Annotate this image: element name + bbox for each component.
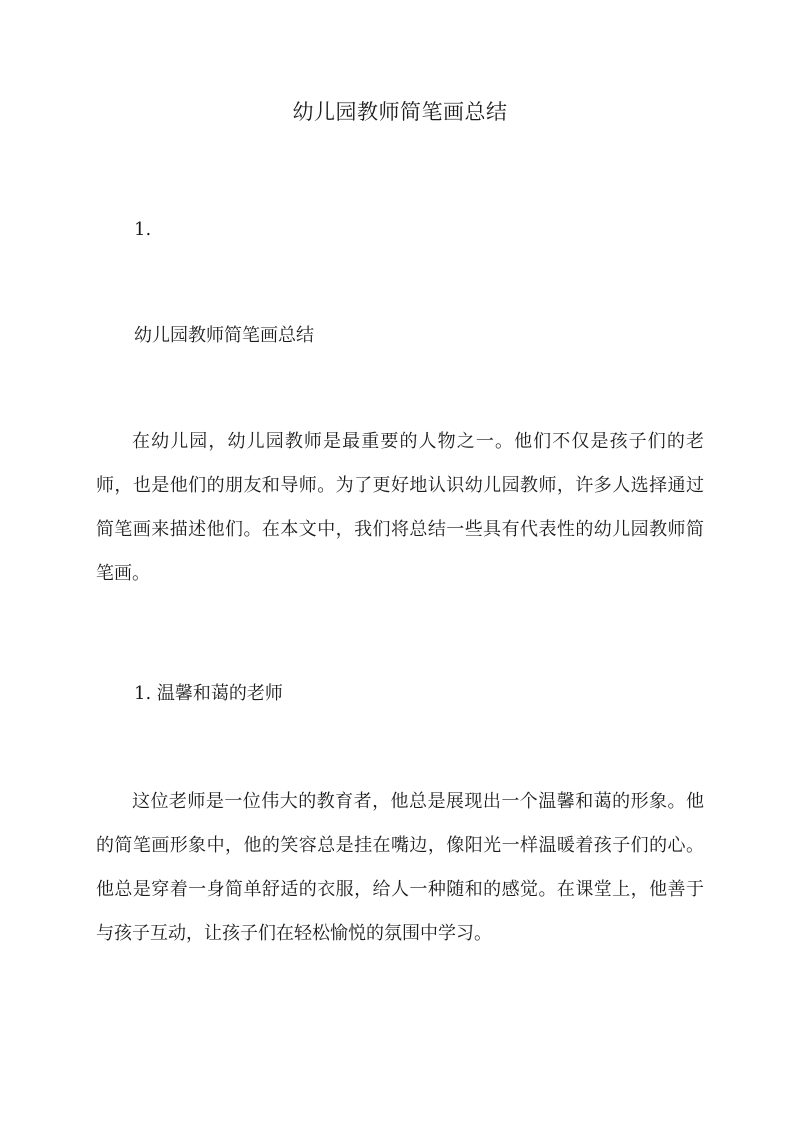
section-number: 1. bbox=[134, 219, 152, 240]
heading-warm-teacher: 1. 温馨和蔼的老师 bbox=[134, 683, 283, 704]
document-title: 幼儿园教师简笔画总结 bbox=[292, 100, 508, 124]
paragraph-warm-teacher: 这位老师是一位伟大的教育者，他总是展现出一个温馨和蔼的形象。他的简笔画形象中，他的笑容总是挂在嘴边，像阳光一样温暖着孩子们的心。他总是穿着一身简单舒适的衣服，给人一种随和的感觉。在课堂上，他善于与孩子互动，让孩子们在轻松愉悦的氛围中学习。 bbox=[96, 791, 704, 944]
intro-paragraph: 在幼儿园，幼儿园教师是最重要的人物之一。他们不仅是孩子们的老师，也是他们的朋友和导师。为了更好地认识幼儿园教师，许多人选择通过简笔画来描述他们。在本文中，我们将总结一些具有代表性的幼儿园教师简笔画。 bbox=[96, 431, 704, 584]
section-subtitle: 幼儿园教师简笔画总结 bbox=[134, 325, 314, 346]
